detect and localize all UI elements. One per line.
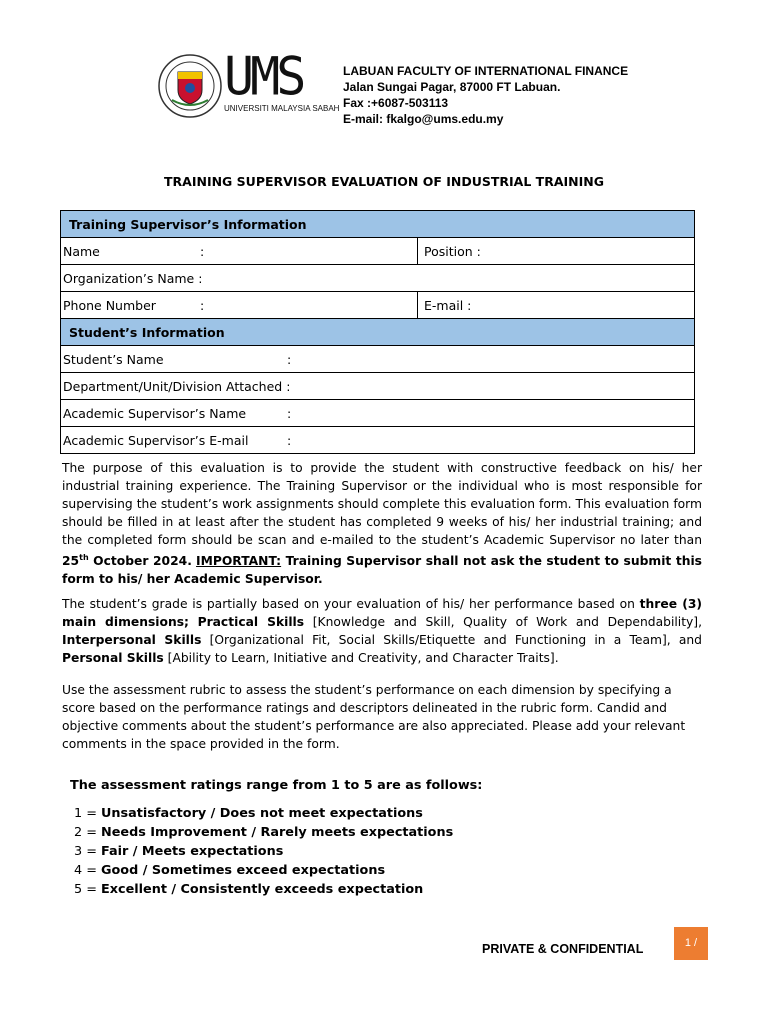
department-label: Department/Unit/Division Attached :	[63, 378, 291, 394]
letterhead	[158, 46, 718, 132]
phone-field[interactable]	[61, 292, 418, 319]
interpersonal-skills: Interpersonal Skills	[62, 633, 202, 647]
supervisor-name-field[interactable]	[61, 238, 418, 265]
email-field[interactable]	[418, 292, 695, 319]
student-name-label: Student’s Name	[63, 351, 164, 367]
rating-item: 1 = Unsatisfactory / Does not meet expectations	[74, 806, 423, 821]
faculty-address-block	[343, 63, 628, 127]
ratings-title: The assessment ratings range from 1 to 5 are as follows:	[70, 778, 483, 793]
faculty-name: LABUAN FACULTY OF INTERNATIONAL FINANCE	[343, 64, 629, 78]
important-text: Training Supervisor shall not ask the student to submit this form to his/ her Academic Supervisor.	[62, 554, 702, 587]
university-seal-logo	[158, 54, 222, 118]
interpersonal-desc: [Organizational Fit, Social Skills/Etiquette and Functioning in a Team], and	[201, 633, 702, 647]
organization-label: Organization’s Name :	[63, 270, 203, 286]
faculty-fax: Fax :+6087-503113	[343, 96, 449, 110]
colon: :	[200, 243, 205, 259]
section-supervisor-info: Training Supervisor’s Information	[61, 211, 695, 238]
phone-label: Phone Number	[63, 297, 156, 313]
logo-subtitle: UNIVERSITI MALAYSIA SABAH	[224, 104, 340, 113]
section-student-info: Student’s Information	[61, 319, 695, 346]
deadline-day: 25	[62, 554, 80, 569]
position-label: Position :	[424, 243, 481, 259]
position-field[interactable]	[418, 238, 695, 265]
colon: :	[200, 297, 205, 313]
organization-field[interactable]	[61, 265, 695, 292]
ratings-list	[74, 804, 453, 899]
colon: :	[287, 405, 292, 421]
student-name-field[interactable]	[61, 346, 695, 373]
practical-skills: Practical Skills	[197, 615, 305, 629]
rating-item: 2 = Needs Improvement / Rarely meets expectations	[74, 825, 454, 840]
colon: :	[287, 432, 292, 448]
personal-skills: Personal Skills	[62, 651, 164, 665]
rubric-paragraph: Use the assessment rubric to assess the student’s performance on each dimension by specifying a score based on the performance ratings and descriptors delineated in the rubric form. Candid and objective comments about the student’s performance are also appreciated. Please add your relevant comments in the space provided in the form.	[62, 683, 686, 751]
colon: :	[287, 351, 292, 367]
deadline-suffix: th	[79, 553, 89, 562]
faculty-email: E-mail: fkalgo@ums.edu.my	[343, 112, 504, 126]
email-label: E-mail :	[424, 297, 472, 313]
personal-desc: [Ability to Learn, Initiative and Creativity, and Character Traits].	[163, 651, 559, 665]
grading-dimensions: three (3) main dimensions;	[62, 597, 702, 629]
academic-supervisor-name-label: Academic Supervisor’s Name	[63, 405, 247, 421]
faculty-address: Jalan Sungai Pagar, 87000 FT Labuan.	[343, 80, 561, 94]
grading-intro: The student’s grade is partially based on your evaluation of his/ her performance based on	[62, 597, 640, 611]
confidential-footer: PRIVATE & CONFIDENTIAL	[482, 942, 644, 956]
academic-supervisor-name-field[interactable]	[61, 400, 695, 427]
ums-wordmark	[224, 46, 340, 122]
logo-letters: UMS	[224, 46, 303, 107]
deadline-rest: October 2024.	[88, 554, 192, 569]
academic-supervisor-email-field[interactable]	[61, 427, 695, 454]
page-number-badge: 1 /	[674, 927, 708, 960]
department-field[interactable]	[61, 373, 695, 400]
important-label: IMPORTANT:	[196, 554, 282, 569]
information-table	[60, 210, 695, 454]
purpose-paragraph	[62, 459, 702, 588]
grading-paragraph	[62, 595, 702, 667]
rating-item: 4 = Good / Sometimes exceed expectations	[74, 863, 386, 878]
practical-desc: [Knowledge and Skill, Quality of Work and Dependability],	[304, 615, 702, 629]
rating-item: 3 = Fair / Meets expectations	[74, 844, 284, 859]
name-label: Name	[63, 243, 100, 259]
academic-supervisor-email-label: Academic Supervisor’s E-mail	[63, 432, 249, 448]
purpose-text: The purpose of this evaluation is to provide the student with constructive feedback on his/ her industrial training experience. The Training Supervisor or the individual who is most responsible for supervising the student’s work assignments should complete this evaluation form. This evaluation form should be filled in at least after the student has completed 9 weeks of his/ her industrial training; and the completed form should be scan and e-mailed to the student’s Academic Supervisor no later than	[62, 461, 702, 547]
document-title: TRAINING SUPERVISOR EVALUATION OF INDUSTRIAL TRAINING	[164, 174, 604, 189]
rating-item: 5 = Excellent / Consistently exceeds expectation	[74, 882, 424, 897]
